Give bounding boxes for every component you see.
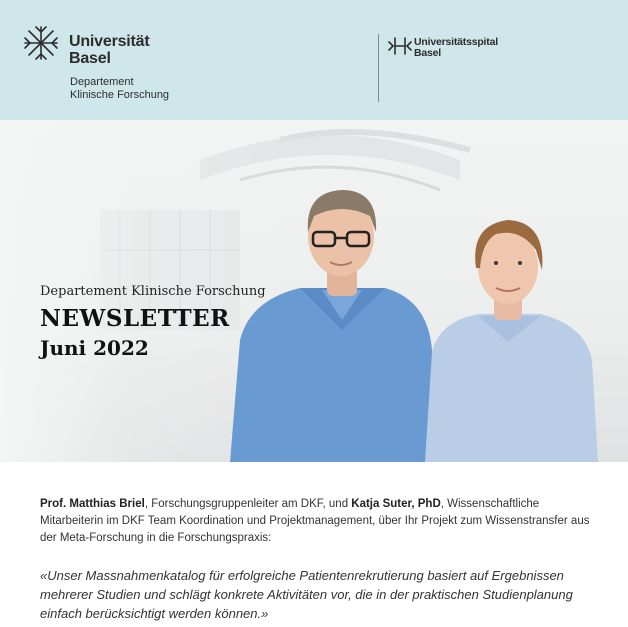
university-name: [69, 33, 150, 67]
department-name-line1: Departement: [70, 76, 134, 88]
hero-department-subtitle: Departement Klinische Forschung: [40, 284, 266, 299]
person2-name: Katja Suter, PhD: [351, 498, 441, 510]
hospital-name-line1: Universitätsspital: [414, 36, 498, 48]
newsletter-date: Juni 2022: [40, 336, 149, 360]
university-basel-emblem-icon: [22, 24, 60, 62]
department-name: [70, 76, 169, 102]
article-intro: [40, 496, 600, 547]
university-name-line2: Basel: [69, 50, 111, 67]
newsletter-header: [0, 0, 628, 120]
person-katja-suter: [425, 220, 598, 462]
header-divider: [378, 34, 379, 102]
person1-role: , Forschungsgruppenleiter am DKF, und: [144, 498, 352, 510]
intro-text: , Wissenschaftliche Mitarbeiterin im DKF Team Koordination und Projektmanagement, über Ihr Projekt zum Wissenstransfer aus der Meta-Forschung in die Forschungspraxis:: [40, 498, 590, 544]
newsletter-body: [0, 462, 628, 627]
hospital-name-line2: Basel: [414, 47, 442, 59]
universitaetsspital-emblem-icon: [388, 36, 412, 56]
article-quote: «Unser Massnahmenkatalog für erfolgreiche Patientenrekrutierung basiert auf Ergebnissen mehrerer Studien und schlägt konkrete Aktivitäten vor, die in der praktischen Studienplanung einfach berücksichtigt werden können.»: [40, 568, 573, 621]
newsletter-hero: [0, 120, 628, 462]
newsletter-title: NEWSLETTER: [40, 305, 230, 332]
hospital-name: [414, 37, 498, 59]
person1-name: Prof. Matthias Briel: [40, 498, 145, 510]
department-name-line2: Klinische Forschung: [70, 89, 170, 101]
university-name-line1: Universität: [69, 33, 150, 50]
